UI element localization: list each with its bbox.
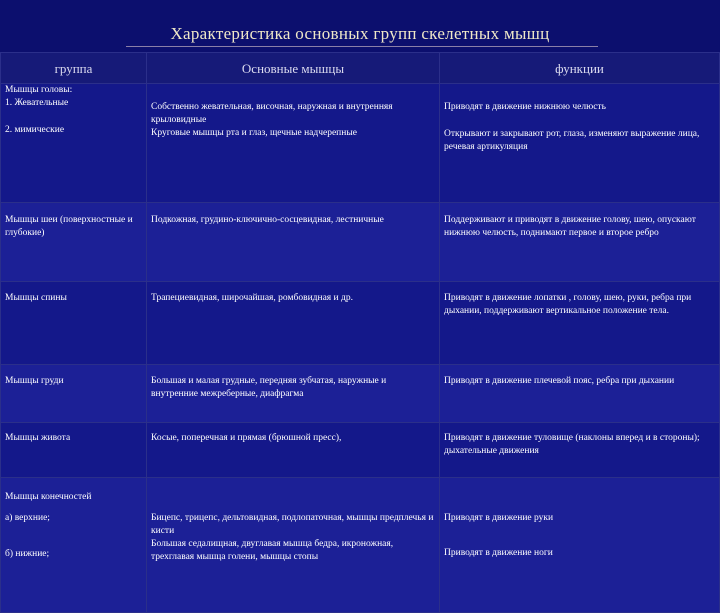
cell-group: Мышцы живота <box>1 423 147 478</box>
group-title: Мышцы конечностей <box>5 492 92 502</box>
cell-muscles <box>147 478 440 613</box>
cell-functions <box>440 84 720 203</box>
muscles-b: Круговые мышцы рта и глаз, щечные надчерепные <box>151 128 357 138</box>
functions-a: Приводят в движение нижнюю челюсть <box>444 102 606 112</box>
group-sub-b: б) нижние; <box>5 549 50 559</box>
cell-muscles: Подкожная, грудино-ключично-сосцевидная, лестничные <box>147 203 440 282</box>
cell-group <box>1 84 147 203</box>
cell-functions: Приводят в движение плечевой пояс, ребра при дыхании <box>440 365 720 423</box>
cell-muscles: Большая и малая грудные, передняя зубчатая, наружные и внутренние межреберные, диафрагма <box>147 365 440 423</box>
header-muscles: Основные мышцы <box>147 53 440 84</box>
muscles-b: Большая седалищная, двуглавая мышца бедра, икроножная, трехглавая мышца голени, мышцы стопы <box>151 539 394 562</box>
page-title: Характеристика основных групп скелетных мышц <box>170 24 550 43</box>
cell-group <box>1 478 147 613</box>
table-row <box>1 478 720 613</box>
functions-b: Открывают и закрывают рот, глаза, изменяют выражение лица, речевая артикуляция <box>444 129 700 152</box>
header-functions: функции <box>440 53 720 84</box>
title-underline <box>126 46 598 47</box>
table-row <box>1 203 720 282</box>
group-title: Мышцы головы: <box>5 85 73 95</box>
table-row <box>1 282 720 365</box>
cell-group: Мышцы спины <box>1 282 147 365</box>
cell-functions: Поддерживают и приводят в движение голову, шею, опускают нижнюю челюсть, поднимают первое и второе ребро <box>440 203 720 282</box>
cell-functions: Приводят в движение лопатки , голову, шею, руки, ребра при дыхании, поддерживают вертикальное положение тела. <box>440 282 720 365</box>
cell-functions <box>440 478 720 613</box>
table-row <box>1 84 720 203</box>
cell-group: Мышцы груди <box>1 365 147 423</box>
table-row <box>1 423 720 478</box>
muscle-groups-table <box>0 52 720 613</box>
cell-muscles <box>147 84 440 203</box>
muscles-a: Собственно жевательная, височная, наружная и внутренняя крыловидные <box>151 102 393 125</box>
header-group: группа <box>1 53 147 84</box>
functions-a: Приводят в движение руки <box>444 513 554 523</box>
group-sub-a: а) верхние; <box>5 513 50 523</box>
cell-group: Мышцы шеи (поверхностные и глубокие) <box>1 203 147 282</box>
cell-muscles: Косые, поперечная и прямая (брюшной пресс), <box>147 423 440 478</box>
group-sub-b: 2. мимические <box>5 125 65 135</box>
table-header-row <box>1 53 720 84</box>
group-sub-a: 1. Жевательные <box>5 98 69 108</box>
cell-muscles: Трапециевидная, широчайшая, ромбовидная и др. <box>147 282 440 365</box>
functions-b: Приводят в движение ноги <box>444 548 553 558</box>
cell-functions: Приводят в движение туловище (наклоны вперед и в стороны); дыхательные движения <box>440 423 720 478</box>
table-row <box>1 365 720 423</box>
muscles-a: Бицепс, трицепс, дельтовидная, подлопаточная, мышцы предплечья и кисти <box>151 513 434 536</box>
